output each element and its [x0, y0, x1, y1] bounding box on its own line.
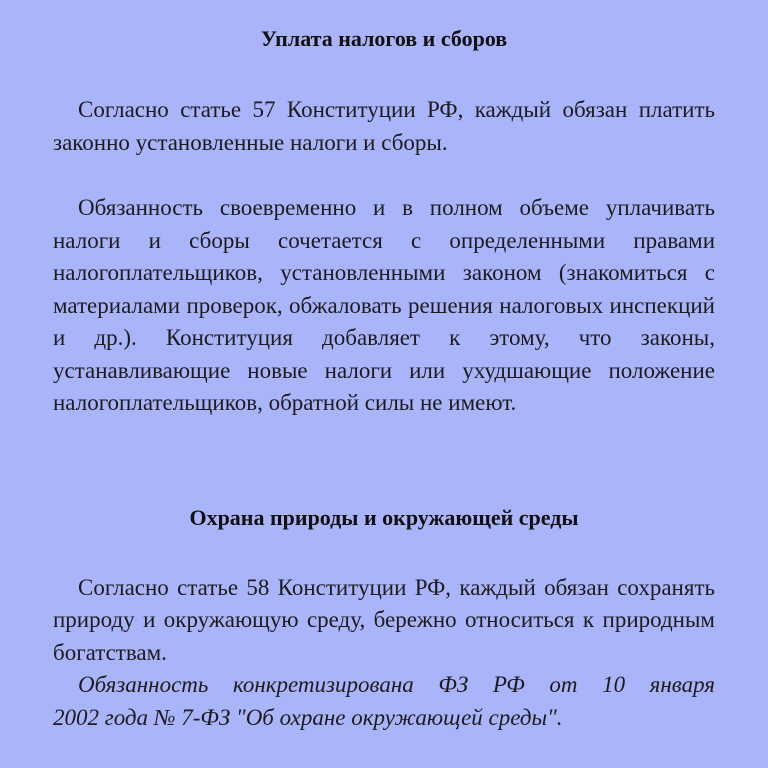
paragraph-law-reference: [53, 669, 715, 702]
spacer: [53, 159, 715, 192]
section-spacer: [53, 420, 715, 501]
law-reference-italic: Обязанность конкретизирована ФЗ РФ от 10 января: [78, 672, 715, 697]
paragraph-article-57: Согласно статье 57 Конституции РФ, каждый обязан платить законно установленные налоги и сборы.: [53, 97, 715, 155]
law-reference-italic-end: 2002 года № 7-ФЗ "Об охране окружающей среды".: [53, 704, 563, 730]
paragraph-article-58: Согласно статье 58 Конституции РФ, каждый обязан сохранять природу и окружающую среду, бережно относиться к природным богатствам.: [53, 574, 715, 665]
paragraph-tax-duty: Обязанность своевременно и в полном объеме уплачивать налоги и сборы сочетается с определенными правами налогоплательщиков, установленными законом (знакомиться с материалами проверок, обжаловать решения налоговых инспекций и др.). Конституция добавляет к этому, что законы, устанавливающие новые налоги или ухудшающие положение: [53, 195, 715, 383]
section-title-nature: Охрана природы и окружающей среды: [189, 504, 579, 530]
paragraph-tax-duty-end: налогоплательщиков, обратной силы не имеют.: [53, 390, 517, 415]
section-taxes: [53, 22, 715, 420]
section-title-taxes: Уплата налогов и сборов: [260, 26, 508, 51]
paragraph-law-reference-end: [53, 702, 715, 735]
section-nature: [53, 501, 715, 735]
